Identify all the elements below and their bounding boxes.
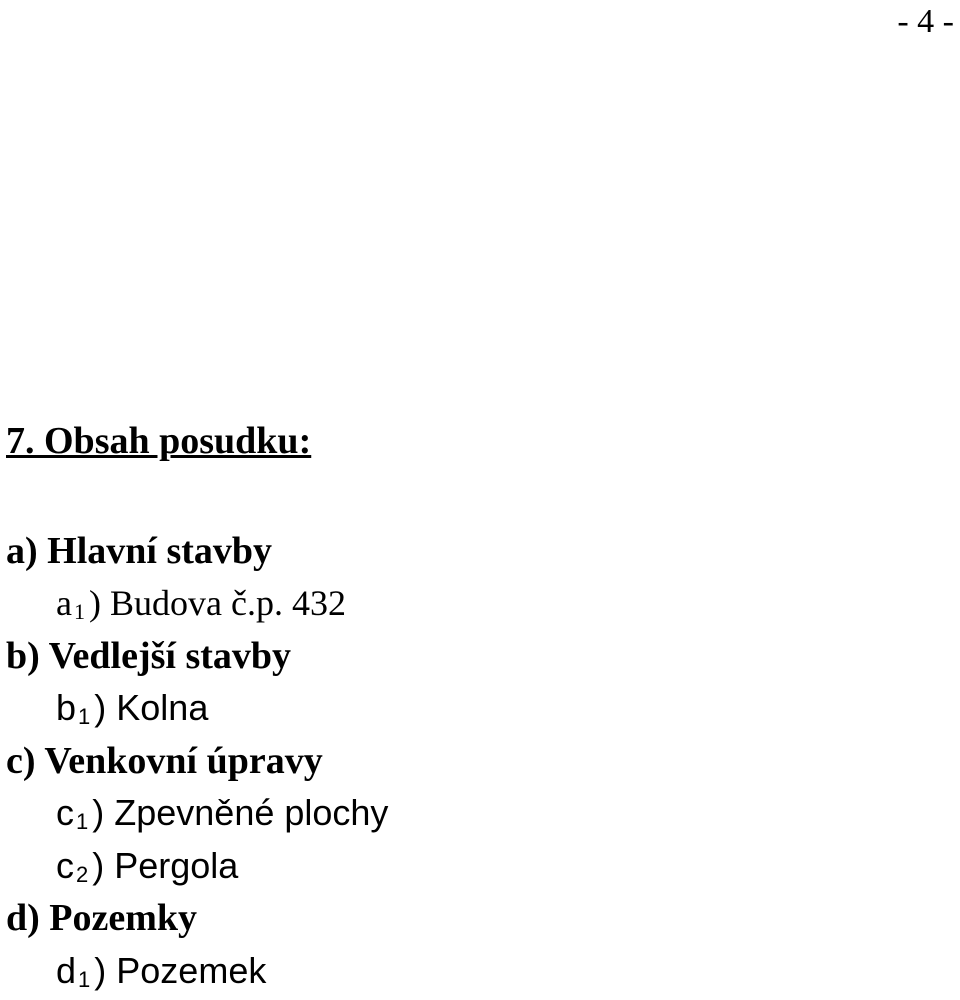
outline-item-b1-prefix: b	[56, 687, 77, 728]
outline-item-c	[6, 728, 388, 781]
outline-item-a1-label: ) Budova č.p. 432	[88, 583, 346, 623]
outline-item-a1-subscript: 1	[73, 599, 85, 624]
outline-item-b1	[6, 676, 388, 729]
outline-item-c2-label: ) Pergola	[92, 844, 239, 886]
section-title: 7. Obsah posudku:	[6, 420, 312, 462]
outline-item-b1-label: ) Kolna	[94, 687, 209, 728]
outline-item-c1-prefix: c	[56, 792, 74, 833]
contents-outline	[6, 518, 388, 991]
outline-item-c-label: c) Venkovní úpravy	[6, 739, 323, 782]
outline-item-d1-prefix: d	[56, 949, 77, 991]
outline-item-c2-prefix: c	[56, 844, 74, 886]
outline-item-d1	[6, 938, 388, 991]
outline-item-b1-subscript: 1	[78, 704, 91, 729]
outline-item-c1	[6, 781, 388, 834]
outline-item-c2	[6, 833, 388, 886]
outline-item-d1-subscript: 1	[78, 966, 91, 992]
outline-item-d-label: d) Pozemky	[6, 897, 198, 939]
outline-item-a1	[6, 571, 388, 624]
outline-item-d1-label: ) Pozemek	[94, 949, 267, 991]
outline-item-c1-label: ) Zpevněné plochy	[92, 792, 389, 833]
outline-item-d	[6, 886, 388, 939]
outline-item-a-label: a) Hlavní stavby	[6, 529, 273, 572]
page-number: - 4 -	[897, 3, 954, 40]
outline-item-b-label: b) Vedlejší stavby	[6, 634, 292, 677]
outline-item-c2-subscript: 2	[76, 861, 89, 887]
outline-item-a1-prefix: a	[56, 583, 72, 623]
outline-item-b	[6, 623, 388, 676]
outline-item-c1-subscript: 1	[76, 809, 89, 834]
outline-item-a	[6, 518, 388, 571]
